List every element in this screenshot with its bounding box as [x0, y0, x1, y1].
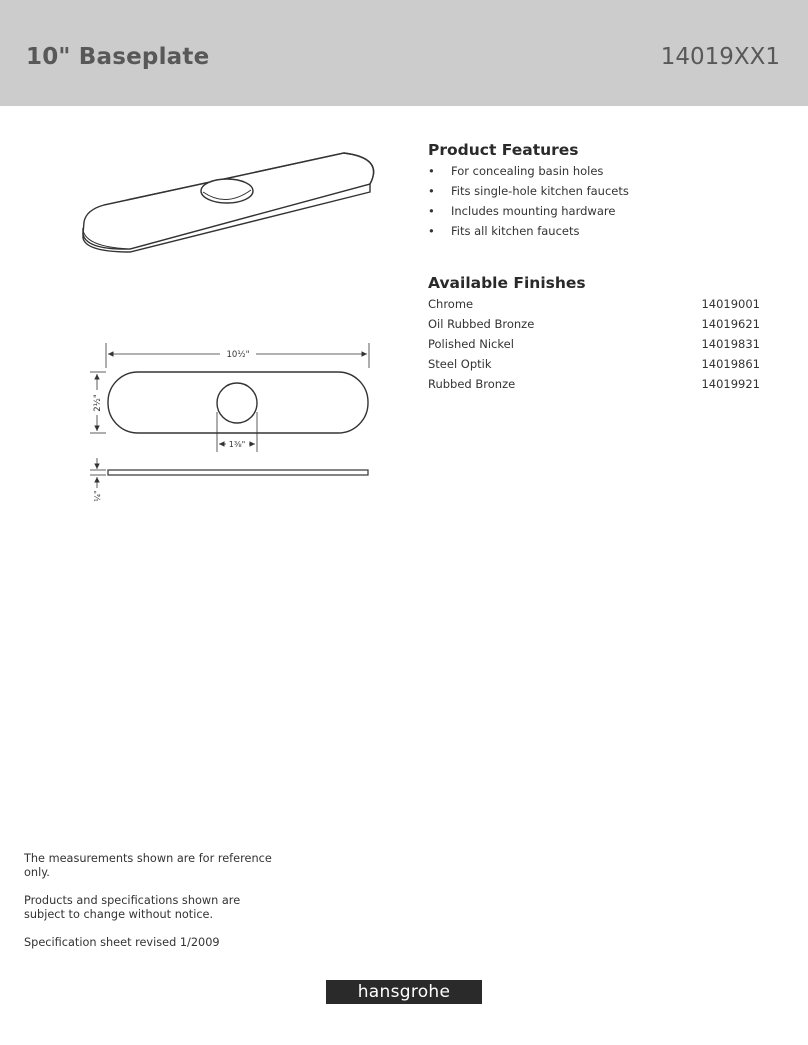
measurement-note: The measurements shown are for reference only. [24, 852, 272, 879]
footnotes [24, 852, 284, 964]
feature-text: Fits all kitchen faucets [451, 224, 580, 238]
bullet-icon: • [428, 164, 435, 178]
product-features-heading: Product Features [428, 141, 579, 159]
finishes-table [428, 296, 760, 396]
list-item [428, 183, 768, 203]
table-row [428, 316, 760, 336]
specification-note: Products and specifications shown are subject to change without notice. [24, 894, 241, 921]
bullet-icon: • [428, 204, 435, 218]
list-item [428, 163, 768, 183]
feature-text: Fits single-hole kitchen faucets [451, 184, 629, 198]
thickness-dimension-label: ¼" [93, 490, 102, 502]
finish-code: 14019861 [701, 357, 760, 371]
finish-code: 14019921 [701, 377, 760, 391]
feature-text: For concealing basin holes [451, 164, 604, 178]
available-finishes-heading: Available Finishes [428, 274, 586, 292]
table-row [428, 356, 760, 376]
finish-code: 14019621 [701, 317, 760, 331]
baseplate-side-view-drawing [90, 458, 368, 488]
table-row [428, 376, 760, 396]
finish-name: Chrome [428, 297, 474, 311]
finish-code: 14019001 [701, 297, 760, 311]
finish-name: Rubbed Bronze [428, 377, 516, 391]
list-item [428, 223, 768, 243]
bullet-icon: • [428, 184, 435, 198]
finish-code: 14019831 [701, 337, 760, 351]
table-row [428, 296, 760, 316]
length-dimension-label: 10½" [226, 350, 250, 360]
finish-name: Oil Rubbed Bronze [428, 317, 535, 331]
hansgrohe-logo: hansgrohe [326, 980, 482, 1004]
product-features-list [428, 163, 768, 243]
table-row [428, 336, 760, 356]
finish-name: Steel Optik [428, 357, 492, 371]
hole-dimension-label: 1⅜" [228, 440, 246, 449]
revision-note: Specification sheet revised 1/2009 [24, 936, 220, 949]
feature-text: Includes mounting hardware [451, 204, 616, 218]
page-title: 10" Baseplate [26, 44, 210, 70]
list-item [428, 203, 768, 223]
model-number: 14019XX1 [660, 44, 780, 70]
baseplate-perspective-illustration [83, 153, 374, 252]
bullet-icon: • [428, 224, 435, 238]
finish-name: Polished Nickel [428, 337, 514, 351]
width-dimension-label: 2½" [93, 394, 103, 412]
